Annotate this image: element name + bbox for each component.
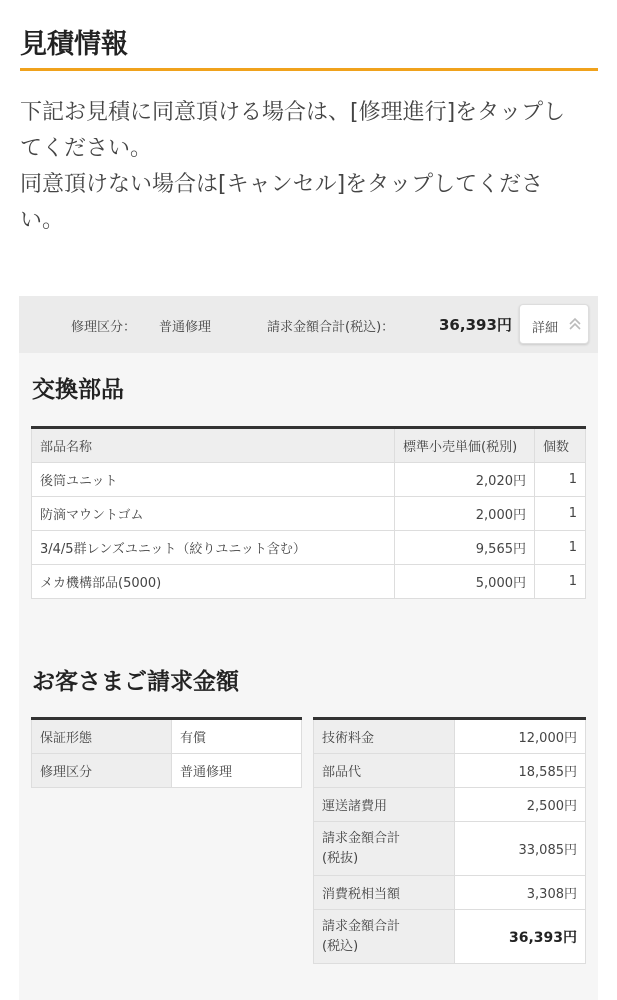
part-qty: 1 — [535, 565, 586, 599]
col-quantity: 個数 — [535, 428, 586, 463]
parts-heading: 交換部品 — [32, 377, 124, 403]
parts-table — [31, 426, 586, 599]
billing-heading: お客さまご請求金額 — [32, 669, 239, 695]
total-label: 請求金額合計(税込)： — [267, 320, 395, 335]
repair-category-value: 普通修理 — [172, 754, 302, 788]
part-price: 9,565円 — [395, 531, 535, 565]
label-line: (税抜) — [322, 850, 359, 866]
technical-fee-label: 技術料金 — [314, 719, 455, 754]
subtotal-excl-tax-value: 33,085円 — [455, 822, 586, 876]
shipping-fee-label: 運送諸費用 — [314, 788, 455, 822]
label-line: (税込) — [322, 938, 359, 954]
intro-line: 下記お見積に同意頂ける場合は、[修理進行]をタップし — [20, 100, 566, 125]
part-name: メカ機構部品(5000) — [32, 565, 395, 599]
parts-cost-label: 部品代 — [314, 754, 455, 788]
part-name: 後筒ユニット — [32, 463, 395, 497]
part-price: 2,000円 — [395, 497, 535, 531]
part-name: 防滴マウントゴム — [32, 497, 395, 531]
table-row — [32, 719, 302, 754]
label-line: 請求金額合計 — [322, 918, 401, 934]
category-value: 普通修理 — [159, 320, 212, 335]
table-row — [314, 910, 586, 964]
table-row — [314, 719, 586, 754]
category-label: 修理区分： — [71, 320, 137, 335]
part-price: 5,000円 — [395, 565, 535, 599]
estimate-panel — [19, 296, 598, 1000]
intro-line: い。 — [20, 208, 65, 233]
consumption-tax-value: 3,308円 — [455, 876, 586, 910]
part-qty: 1 — [535, 497, 586, 531]
warranty-type-value: 有償 — [172, 719, 302, 754]
table-row — [32, 531, 586, 565]
subtotal-excl-tax-label — [314, 822, 455, 876]
total-value: 36,393円 — [439, 316, 512, 334]
total-incl-tax-label — [314, 910, 455, 964]
part-price: 2,020円 — [395, 463, 535, 497]
detail-button-label: 詳細 — [532, 321, 559, 336]
col-part-name: 部品名称 — [32, 428, 395, 463]
consumption-tax-label: 消費税相当額 — [314, 876, 455, 910]
summary-bar — [19, 296, 598, 353]
chevron-up-double-icon — [568, 316, 582, 332]
table-row — [314, 876, 586, 910]
table-row — [314, 788, 586, 822]
table-row — [32, 463, 586, 497]
warranty-table — [31, 717, 302, 788]
table-row — [32, 754, 302, 788]
col-unit-price: 標準小売単価(税別) — [395, 428, 535, 463]
detail-button[interactable] — [519, 304, 589, 344]
part-qty: 1 — [535, 531, 586, 565]
table-row — [32, 565, 586, 599]
intro-text — [20, 95, 590, 239]
shipping-fee-value: 2,500円 — [455, 788, 586, 822]
charges-table — [313, 717, 586, 964]
repair-category-label: 修理区分 — [32, 754, 172, 788]
table-header-row — [32, 428, 586, 463]
warranty-type-label: 保証形態 — [32, 719, 172, 754]
intro-line: てください。 — [20, 136, 153, 161]
part-name: 3/4/5群レンズユニット（絞りユニット含む） — [32, 531, 395, 565]
technical-fee-value: 12,000円 — [455, 719, 586, 754]
intro-line: 同意頂けない場合は[キャンセル]をタップしてくださ — [20, 172, 544, 197]
table-row — [314, 822, 586, 876]
table-row — [32, 497, 586, 531]
table-row — [314, 754, 586, 788]
parts-cost-value: 18,585円 — [455, 754, 586, 788]
part-qty: 1 — [535, 463, 586, 497]
page-title: 見積情報 — [20, 28, 598, 71]
label-line: 請求金額合計 — [322, 830, 401, 846]
total-incl-tax-value: 36,393円 — [455, 910, 586, 964]
